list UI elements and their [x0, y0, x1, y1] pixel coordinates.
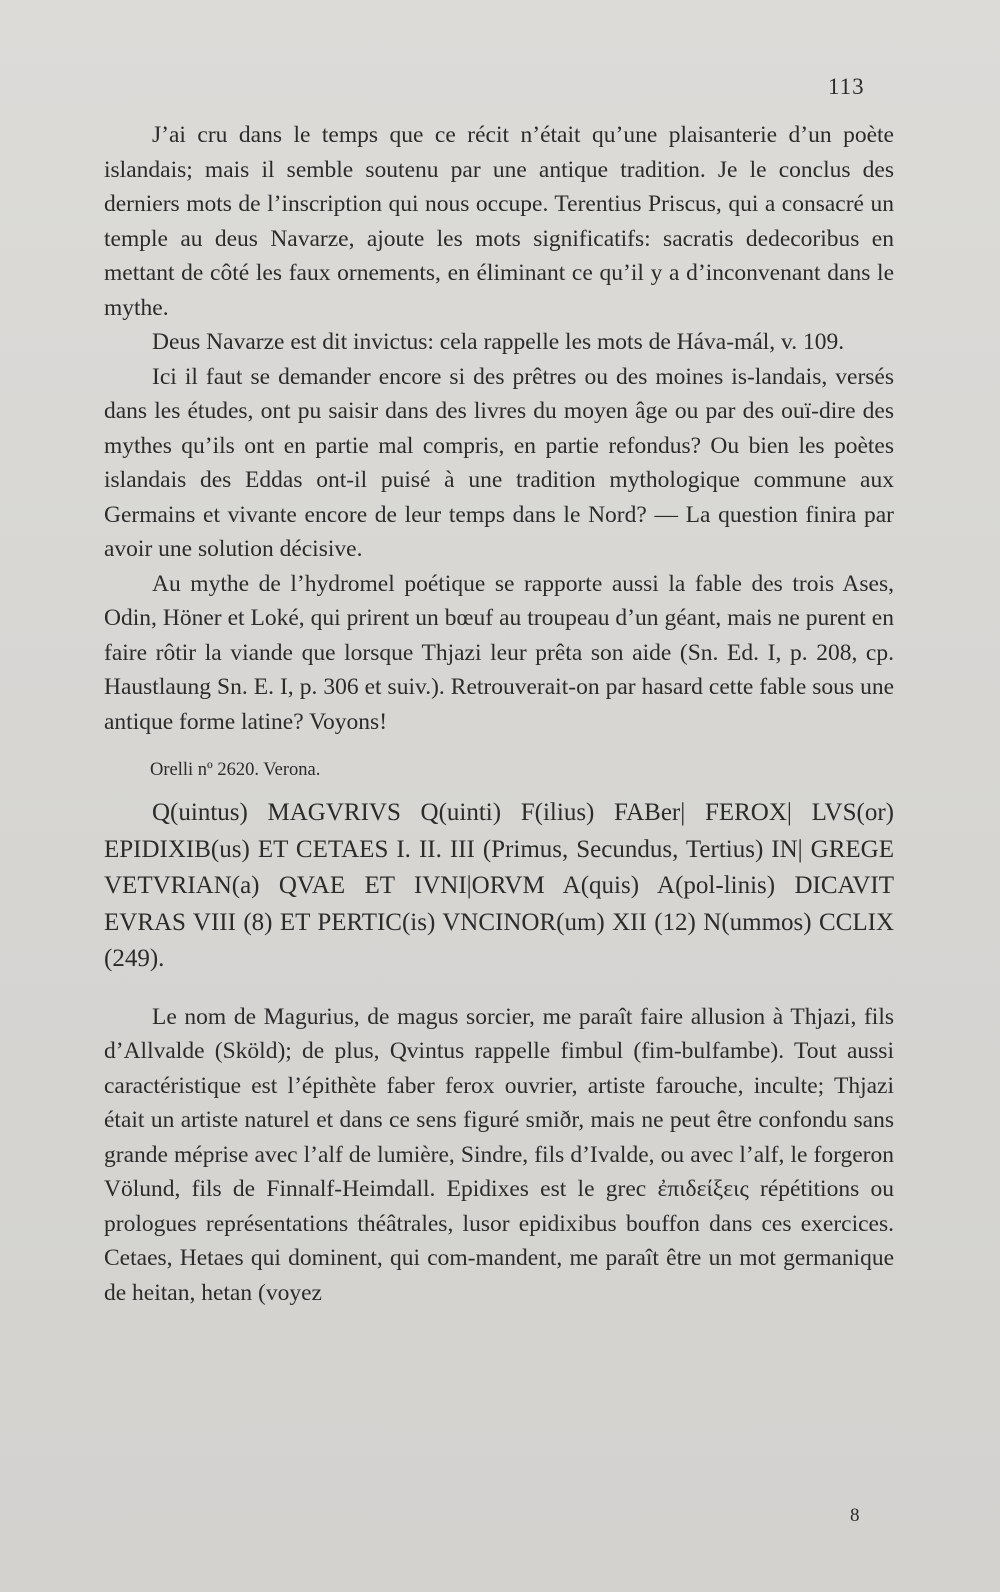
page-body: [104, 118, 894, 1310]
paragraph: Ici il faut se demander encore si des prêtres ou des moines is-landais, versés dans les études, ont pu saisir dans des livres du moyen âge ou par des ouï-dire des mythes qu’ils ont en partie mal compris, en partie refondus? Ou bien les poètes islandais des Eddas ont-il puisé à une tradition mythologique commune aux Germains et vivante encore de leur temps dans le Nord? — La question finira par avoir une solution décisive.: [104, 363, 894, 562]
paragraph: J’ai cru dans le temps que ce récit n’était qu’une plaisanterie d’un poète islandais; mais il semble soutenu par une antique tradition. Je le conclus des derniers mots de l’inscription qui nous occupe. Terentius Priscus, qui a consacré un temple au deus Navarze, ajoute les mots significatifs: sacratis dedecoribus en mettant de côté les faux ornements, en éliminant ce qu’il y a d’inconvenant dans le mythe.: [104, 122, 894, 321]
paragraph: Deus Navarze est dit invictus: cela rappelle les mots de Háva-mál, v. 109.: [152, 329, 845, 355]
inscription-text: Q(uintus) MAGVRIVS Q(uinti) F(ilius) FABer| FEROX| LVS(or) EPIDIXIB(us) ET CETAES I. II. III (Primus, Secundus, Tertius) IN| GREGE VETVRIAN(a) QVAE ET IVNI|ORVM A(quis) A(pol-linis) DICAVIT EVRAS VIII (8) ET PERTIC(is) VNCINOR(um) XII (12) N(ummos) CCLIX (249).: [104, 799, 894, 972]
paragraph: Le nom de Magurius, de magus sorcier, me paraît faire allusion à Thjazi, fils d’Allvalde (Sköld); de plus, Qvintus rappelle fimbul (fim-bulfambe). Tout aussi caractéristique est l’épithète faber ferox ouvrier, artiste farouche, inculte; Thjazi était un artiste naturel et dans ce sens figuré smiðr, mais ne peut être confondu sans grande méprise avec l’alf de lumière, Sindre, fils d’Ivalde, ou avec l’alf, le forgeron Völund, fils de Finnalf-Heimdall. Epidixes est le grec ἐπιδείξεις répétitions ou prologues représentations théâtrales, lusor epidixibus bouffon dans ces exercices. Cetaes, Hetaes qui dominent, qui com-mandent, me paraît être un mot germanique de heitan, hetan (voyez: [104, 1003, 894, 1306]
page-number: 113: [828, 74, 865, 99]
paragraph: Au mythe de l’hydromel poétique se rapporte aussi la fable des trois Ases, Odin, Höner et Loké, qui prirent un bœuf au troupeau d’un géant, mais ne purent en faire rôtir la viande que lorsque Thjazi leur prêta son aide (Sn. Ed. I, p. 208, cp. Haustlaung Sn. E. I, p. 306 et suiv.). Retrouverait-on par hasard cette fable sous une antique forme latine? Voyons!: [104, 570, 894, 735]
signature-mark: 8: [850, 1505, 860, 1526]
inscription-source: Orelli nº 2620. Verona.: [150, 760, 321, 780]
